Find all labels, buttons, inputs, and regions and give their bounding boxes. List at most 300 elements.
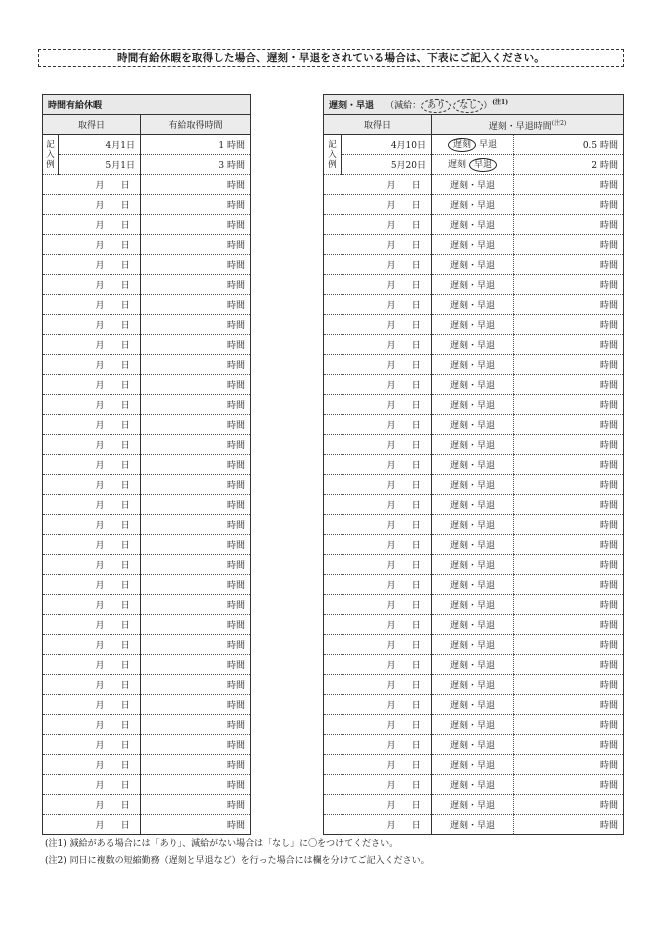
day-cell[interactable]: 日	[111, 275, 141, 295]
day-cell[interactable]: 日	[111, 675, 141, 695]
day-cell[interactable]: 日	[402, 195, 432, 215]
hours-cell[interactable]: 時間	[141, 815, 251, 835]
late-early-cell[interactable]: 遅刻・早退	[432, 295, 514, 315]
table-row	[43, 595, 251, 615]
hours-cell[interactable]: 時間	[141, 595, 251, 615]
hours-cell[interactable]: 時間	[514, 315, 624, 335]
month-cell[interactable]: 月	[324, 295, 402, 315]
day-cell[interactable]: 日	[111, 335, 141, 355]
day-cell[interactable]: 日	[111, 255, 141, 275]
table-row	[43, 735, 251, 755]
hours-cell[interactable]: 時間	[141, 495, 251, 515]
hours-cell[interactable]: 時間	[514, 515, 624, 535]
day-cell[interactable]: 日	[402, 295, 432, 315]
hours-cell[interactable]: 時間	[514, 615, 624, 635]
table-row	[43, 255, 251, 275]
month-cell[interactable]: 月	[43, 595, 111, 615]
hours-cell[interactable]: 時間	[514, 535, 624, 555]
month-cell[interactable]: 月	[43, 635, 111, 655]
day-cell[interactable]: 日	[402, 695, 432, 715]
month-cell[interactable]: 月	[324, 335, 402, 355]
example-row	[43, 155, 251, 175]
table-row	[324, 355, 624, 375]
hours-cell[interactable]: 時間	[141, 775, 251, 795]
late-early-cell[interactable]: 遅刻・早退	[432, 635, 514, 655]
hours-cell[interactable]: 時間	[514, 635, 624, 655]
day-cell[interactable]: 日	[111, 315, 141, 335]
hours-cell[interactable]: 時間	[141, 295, 251, 315]
month-cell[interactable]: 月	[324, 775, 402, 795]
month-cell[interactable]: 月	[324, 555, 402, 575]
instruction-banner: 時間有給休暇を取得した場合、遅刻・早退をされている場合は、下表にご記入ください。	[38, 49, 624, 67]
day-cell[interactable]: 日	[402, 315, 432, 335]
month-cell[interactable]: 月	[43, 455, 111, 475]
hours-cell[interactable]: 時間	[514, 215, 624, 235]
hours-cell[interactable]: 時間	[141, 355, 251, 375]
month-cell[interactable]: 月	[43, 795, 111, 815]
month-cell[interactable]: 月	[324, 415, 402, 435]
table-row	[43, 235, 251, 255]
table-row	[43, 275, 251, 295]
hours-cell[interactable]: 時間	[141, 635, 251, 655]
hours-cell[interactable]: 時間	[514, 735, 624, 755]
month-cell[interactable]: 月	[324, 255, 402, 275]
hours-cell[interactable]: 時間	[141, 255, 251, 275]
hours-cell[interactable]: 時間	[514, 295, 624, 315]
late-early-cell[interactable]: 遅刻・早退	[432, 435, 514, 455]
month-cell[interactable]: 月	[324, 395, 402, 415]
day-cell[interactable]: 日	[111, 195, 141, 215]
month-cell[interactable]: 月	[324, 195, 402, 215]
table-row	[324, 795, 624, 815]
hours-cell[interactable]: 時間	[141, 675, 251, 695]
day-cell[interactable]: 日	[402, 235, 432, 255]
hours-cell[interactable]: 時間	[514, 435, 624, 455]
late-early-cell[interactable]: 遅刻・早退	[432, 395, 514, 415]
table-row	[43, 655, 251, 675]
hours-cell[interactable]: 時間	[514, 455, 624, 475]
late-early-cell[interactable]: 遅刻・早退	[432, 815, 514, 835]
example-type	[432, 155, 514, 175]
day-cell[interactable]: 日	[402, 395, 432, 415]
month-cell[interactable]: 月	[43, 775, 111, 795]
reduction-label: （減給：	[385, 100, 422, 111]
month-cell[interactable]: 月	[324, 575, 402, 595]
example-hours: 3 時間	[141, 155, 251, 175]
table-row	[324, 815, 624, 835]
hours-cell[interactable]: 時間	[141, 415, 251, 435]
col-header-date: 取得日	[43, 115, 141, 135]
day-cell[interactable]: 日	[111, 475, 141, 495]
table-row	[324, 275, 624, 295]
day-cell[interactable]: 日	[111, 595, 141, 615]
late-early-cell[interactable]: 遅刻・早退	[432, 255, 514, 275]
month-cell[interactable]: 月	[43, 755, 111, 775]
example-date: 4月10日	[342, 135, 432, 155]
month-cell[interactable]: 月	[324, 435, 402, 455]
day-cell[interactable]: 日	[402, 595, 432, 615]
table-row	[43, 675, 251, 695]
example-label	[324, 135, 342, 175]
hours-cell[interactable]: 時間	[141, 335, 251, 355]
late-early-cell[interactable]: 遅刻・早退	[432, 515, 514, 535]
hours-cell[interactable]: 時間	[514, 195, 624, 215]
hours-cell[interactable]: 時間	[514, 775, 624, 795]
late-early-cell[interactable]: 遅刻・早退	[432, 355, 514, 375]
late-label: 遅刻	[448, 160, 467, 170]
month-cell[interactable]: 月	[43, 395, 111, 415]
hours-cell[interactable]: 時間	[514, 175, 624, 195]
day-cell[interactable]: 日	[402, 455, 432, 475]
late-early-cell[interactable]: 遅刻・早退	[432, 375, 514, 395]
hours-cell[interactable]: 時間	[514, 695, 624, 715]
hours-cell[interactable]: 時間	[514, 595, 624, 615]
example-hours: 0.5 時間	[514, 135, 624, 155]
hours-cell[interactable]: 時間	[141, 695, 251, 715]
hours-cell[interactable]: 時間	[141, 455, 251, 475]
hours-cell[interactable]: 時間	[141, 535, 251, 555]
day-cell[interactable]: 日	[402, 635, 432, 655]
day-cell[interactable]: 日	[402, 435, 432, 455]
example-hours: 2 時間	[514, 155, 624, 175]
day-cell[interactable]: 日	[111, 355, 141, 375]
month-cell[interactable]: 月	[43, 415, 111, 435]
hours-cell[interactable]: 時間	[141, 555, 251, 575]
month-cell[interactable]: 月	[324, 675, 402, 695]
month-cell[interactable]: 月	[43, 195, 111, 215]
hours-cell[interactable]: 時間	[514, 795, 624, 815]
table-row	[324, 695, 624, 715]
footnote-1: (注1) 減給がある場合には「あり」、減給がない場合は「なし」に〇をつけてください。	[45, 839, 399, 849]
month-cell[interactable]: 月	[324, 735, 402, 755]
late-early-title	[324, 95, 624, 115]
hours-cell[interactable]: 時間	[514, 755, 624, 775]
day-cell[interactable]: 日	[111, 815, 141, 835]
day-cell[interactable]: 日	[402, 275, 432, 295]
day-cell[interactable]: 日	[402, 375, 432, 395]
hours-cell[interactable]: 時間	[141, 715, 251, 735]
late-early-cell[interactable]: 遅刻・早退	[432, 655, 514, 675]
late-early-header-row	[324, 115, 624, 135]
month-cell[interactable]: 月	[43, 215, 111, 235]
day-cell[interactable]: 日	[111, 215, 141, 235]
month-cell[interactable]: 月	[324, 755, 402, 775]
table-row	[324, 455, 624, 475]
hours-cell[interactable]: 時間	[141, 275, 251, 295]
footnote-2: (注2) 同日に複数の短縮勤務（遅刻と早退など）を行った場合には欄を分けてご記入ください。	[45, 856, 430, 866]
day-cell[interactable]: 日	[402, 175, 432, 195]
month-cell[interactable]: 月	[43, 255, 111, 275]
month-cell[interactable]: 月	[43, 175, 111, 195]
day-cell[interactable]: 日	[111, 175, 141, 195]
month-cell[interactable]: 月	[43, 515, 111, 535]
month-cell[interactable]: 月	[43, 555, 111, 575]
day-cell[interactable]: 日	[111, 455, 141, 475]
late-early-cell[interactable]: 遅刻・早退	[432, 675, 514, 695]
hours-cell[interactable]: 時間	[141, 615, 251, 635]
day-cell[interactable]: 日	[111, 375, 141, 395]
late-early-cell[interactable]: 遅刻・早退	[432, 795, 514, 815]
month-cell[interactable]: 月	[324, 175, 402, 195]
hours-cell[interactable]: 時間	[514, 475, 624, 495]
month-cell[interactable]: 月	[43, 495, 111, 515]
month-cell[interactable]: 月	[43, 235, 111, 255]
day-cell[interactable]: 日	[111, 495, 141, 515]
day-cell[interactable]: 日	[111, 615, 141, 635]
hours-cell[interactable]: 時間	[141, 175, 251, 195]
month-cell[interactable]: 月	[43, 275, 111, 295]
day-cell[interactable]: 日	[111, 795, 141, 815]
month-cell[interactable]: 月	[324, 795, 402, 815]
hours-cell[interactable]: 時間	[514, 235, 624, 255]
hours-cell[interactable]: 時間	[514, 555, 624, 575]
late-early-cell[interactable]: 遅刻・早退	[432, 315, 514, 335]
month-cell[interactable]: 月	[43, 675, 111, 695]
month-cell[interactable]: 月	[324, 355, 402, 375]
hours-cell[interactable]: 時間	[514, 575, 624, 595]
month-cell[interactable]: 月	[324, 655, 402, 675]
month-cell[interactable]: 月	[324, 215, 402, 235]
day-cell[interactable]: 日	[402, 475, 432, 495]
month-cell[interactable]: 月	[43, 575, 111, 595]
table-row	[43, 475, 251, 495]
month-cell[interactable]: 月	[43, 435, 111, 455]
month-cell[interactable]: 月	[43, 695, 111, 715]
hours-cell[interactable]: 時間	[141, 475, 251, 495]
hours-cell[interactable]: 時間	[141, 575, 251, 595]
day-cell[interactable]: 日	[402, 615, 432, 635]
hours-cell[interactable]: 時間	[141, 795, 251, 815]
table-row	[324, 495, 624, 515]
month-cell[interactable]: 月	[324, 635, 402, 655]
table-row	[43, 355, 251, 375]
month-cell[interactable]: 月	[43, 815, 111, 835]
table-row	[43, 775, 251, 795]
example-row	[43, 135, 251, 155]
late-early-cell[interactable]: 遅刻・早退	[432, 215, 514, 235]
table-row	[324, 715, 624, 735]
month-cell[interactable]: 月	[324, 235, 402, 255]
day-cell[interactable]: 日	[402, 215, 432, 235]
example-label-text: 記 入 例	[46, 139, 55, 170]
month-cell[interactable]: 月	[324, 315, 402, 335]
day-cell[interactable]: 日	[402, 495, 432, 515]
day-cell[interactable]: 日	[111, 395, 141, 415]
day-cell[interactable]: 日	[111, 655, 141, 675]
reduction-close: ）	[483, 100, 493, 111]
table-row	[43, 495, 251, 515]
table-row	[324, 475, 624, 495]
hours-cell[interactable]: 時間	[141, 315, 251, 335]
late-early-cell[interactable]: 遅刻・早退	[432, 575, 514, 595]
day-cell[interactable]: 日	[111, 715, 141, 735]
late-early-cell[interactable]: 遅刻・早退	[432, 695, 514, 715]
day-cell[interactable]: 日	[111, 535, 141, 555]
example-row	[324, 135, 624, 155]
late-early-cell[interactable]: 遅刻・早退	[432, 595, 514, 615]
table-row	[43, 375, 251, 395]
hours-cell[interactable]: 時間	[514, 375, 624, 395]
month-cell[interactable]: 月	[324, 595, 402, 615]
late-early-cell[interactable]: 遅刻・早退	[432, 475, 514, 495]
hours-cell[interactable]: 時間	[141, 235, 251, 255]
hours-cell[interactable]: 時間	[141, 735, 251, 755]
month-cell[interactable]: 月	[324, 375, 402, 395]
late-early-cell[interactable]: 遅刻・早退	[432, 195, 514, 215]
table-row	[43, 295, 251, 315]
col-header-time	[432, 115, 624, 135]
hours-cell[interactable]: 時間	[141, 435, 251, 455]
late-early-cell[interactable]: 遅刻・早退	[432, 175, 514, 195]
day-cell[interactable]: 日	[111, 415, 141, 435]
table-row	[324, 655, 624, 675]
day-cell[interactable]: 日	[402, 715, 432, 735]
hours-cell[interactable]: 時間	[141, 755, 251, 775]
example-label-text: 記 入 例	[328, 139, 337, 170]
hours-cell[interactable]: 時間	[514, 355, 624, 375]
month-cell[interactable]: 月	[324, 815, 402, 835]
example-label	[43, 135, 59, 175]
month-cell[interactable]: 月	[43, 335, 111, 355]
late-early-cell[interactable]: 遅刻・早退	[432, 555, 514, 575]
month-cell[interactable]: 月	[324, 495, 402, 515]
late-early-table	[323, 94, 624, 835]
day-cell[interactable]: 日	[402, 735, 432, 755]
day-cell[interactable]: 日	[111, 295, 141, 315]
day-cell[interactable]: 日	[111, 235, 141, 255]
table-row	[43, 455, 251, 475]
day-cell[interactable]: 日	[402, 255, 432, 275]
day-cell[interactable]: 日	[402, 535, 432, 555]
day-cell[interactable]: 日	[111, 555, 141, 575]
footnotes	[45, 836, 430, 870]
day-cell[interactable]: 日	[402, 335, 432, 355]
month-cell[interactable]: 月	[324, 695, 402, 715]
day-cell[interactable]: 日	[402, 555, 432, 575]
example-date: 5月20日	[342, 155, 432, 175]
table-row	[324, 335, 624, 355]
paid-leave-header-row	[43, 115, 251, 135]
option-no[interactable]: なし	[453, 99, 483, 113]
hours-cell[interactable]: 時間	[141, 515, 251, 535]
day-cell[interactable]: 日	[111, 635, 141, 655]
hours-cell[interactable]: 時間	[514, 335, 624, 355]
day-cell[interactable]: 日	[402, 755, 432, 775]
month-cell[interactable]: 月	[324, 475, 402, 495]
hours-cell[interactable]: 時間	[141, 195, 251, 215]
late-early-cell[interactable]: 遅刻・早退	[432, 735, 514, 755]
day-cell[interactable]: 日	[111, 775, 141, 795]
day-cell[interactable]: 日	[402, 795, 432, 815]
table-row	[324, 535, 624, 555]
hours-cell[interactable]: 時間	[514, 395, 624, 415]
month-cell[interactable]: 月	[324, 715, 402, 735]
day-cell[interactable]: 日	[402, 515, 432, 535]
late-early-cell[interactable]: 遅刻・早退	[432, 495, 514, 515]
month-cell[interactable]: 月	[324, 455, 402, 475]
day-cell[interactable]: 日	[402, 655, 432, 675]
month-cell[interactable]: 月	[43, 535, 111, 555]
hours-cell[interactable]: 時間	[141, 215, 251, 235]
month-cell[interactable]: 月	[43, 295, 111, 315]
late-early-cell[interactable]: 遅刻・早退	[432, 455, 514, 475]
day-cell[interactable]: 日	[402, 815, 432, 835]
hours-cell[interactable]: 時間	[141, 375, 251, 395]
late-early-cell[interactable]: 遅刻・早退	[432, 615, 514, 635]
late-early-cell[interactable]: 遅刻・早退	[432, 715, 514, 735]
month-cell[interactable]: 月	[43, 655, 111, 675]
hours-cell[interactable]: 時間	[514, 815, 624, 835]
month-cell[interactable]: 月	[43, 315, 111, 335]
month-cell[interactable]: 月	[43, 715, 111, 735]
month-cell[interactable]: 月	[324, 535, 402, 555]
day-cell[interactable]: 日	[111, 755, 141, 775]
month-cell[interactable]: 月	[43, 615, 111, 635]
hours-cell[interactable]: 時間	[514, 675, 624, 695]
table-row	[43, 795, 251, 815]
day-cell[interactable]: 日	[402, 415, 432, 435]
month-cell[interactable]: 月	[43, 475, 111, 495]
table-row	[324, 635, 624, 655]
table-row	[324, 435, 624, 455]
month-cell[interactable]: 月	[43, 735, 111, 755]
option-yes[interactable]: あり	[421, 99, 451, 113]
hours-cell[interactable]: 時間	[141, 395, 251, 415]
day-cell[interactable]: 日	[111, 695, 141, 715]
month-cell[interactable]: 月	[324, 515, 402, 535]
day-cell[interactable]: 日	[402, 775, 432, 795]
paid-leave-title-row	[43, 95, 251, 115]
hours-cell[interactable]: 時間	[514, 275, 624, 295]
late-early-title-text: 遅刻・早退	[329, 100, 375, 111]
late-early-cell[interactable]: 遅刻・早退	[432, 235, 514, 255]
hours-cell[interactable]: 時間	[514, 715, 624, 735]
late-early-cell[interactable]: 遅刻・早退	[432, 415, 514, 435]
hours-cell[interactable]: 時間	[514, 415, 624, 435]
month-cell[interactable]: 月	[43, 375, 111, 395]
day-cell[interactable]: 日	[111, 515, 141, 535]
hours-cell[interactable]: 時間	[514, 255, 624, 275]
table-row	[43, 635, 251, 655]
day-cell[interactable]: 日	[402, 355, 432, 375]
day-cell[interactable]: 日	[111, 575, 141, 595]
col-header-date: 取得日	[324, 115, 432, 135]
month-cell[interactable]: 月	[324, 615, 402, 635]
hours-cell[interactable]: 時間	[141, 655, 251, 675]
table-row	[324, 175, 624, 195]
table-row	[324, 615, 624, 635]
late-early-cell[interactable]: 遅刻・早退	[432, 775, 514, 795]
month-cell[interactable]: 月	[43, 355, 111, 375]
late-circled: 遅刻	[448, 138, 476, 152]
late-early-cell[interactable]: 遅刻・早退	[432, 335, 514, 355]
hours-cell[interactable]: 時間	[514, 655, 624, 675]
table-row	[43, 335, 251, 355]
month-cell[interactable]: 月	[324, 275, 402, 295]
late-early-cell[interactable]: 遅刻・早退	[432, 535, 514, 555]
table-row	[324, 215, 624, 235]
day-cell[interactable]: 日	[111, 735, 141, 755]
day-cell[interactable]: 日	[402, 575, 432, 595]
day-cell[interactable]: 日	[402, 675, 432, 695]
hours-cell[interactable]: 時間	[514, 495, 624, 515]
day-cell[interactable]: 日	[111, 435, 141, 455]
late-early-cell[interactable]: 遅刻・早退	[432, 755, 514, 775]
early-circled: 早退	[469, 158, 497, 172]
late-early-cell[interactable]: 遅刻・早退	[432, 275, 514, 295]
note1-mark: (注1)	[492, 98, 509, 106]
table-row	[324, 295, 624, 315]
